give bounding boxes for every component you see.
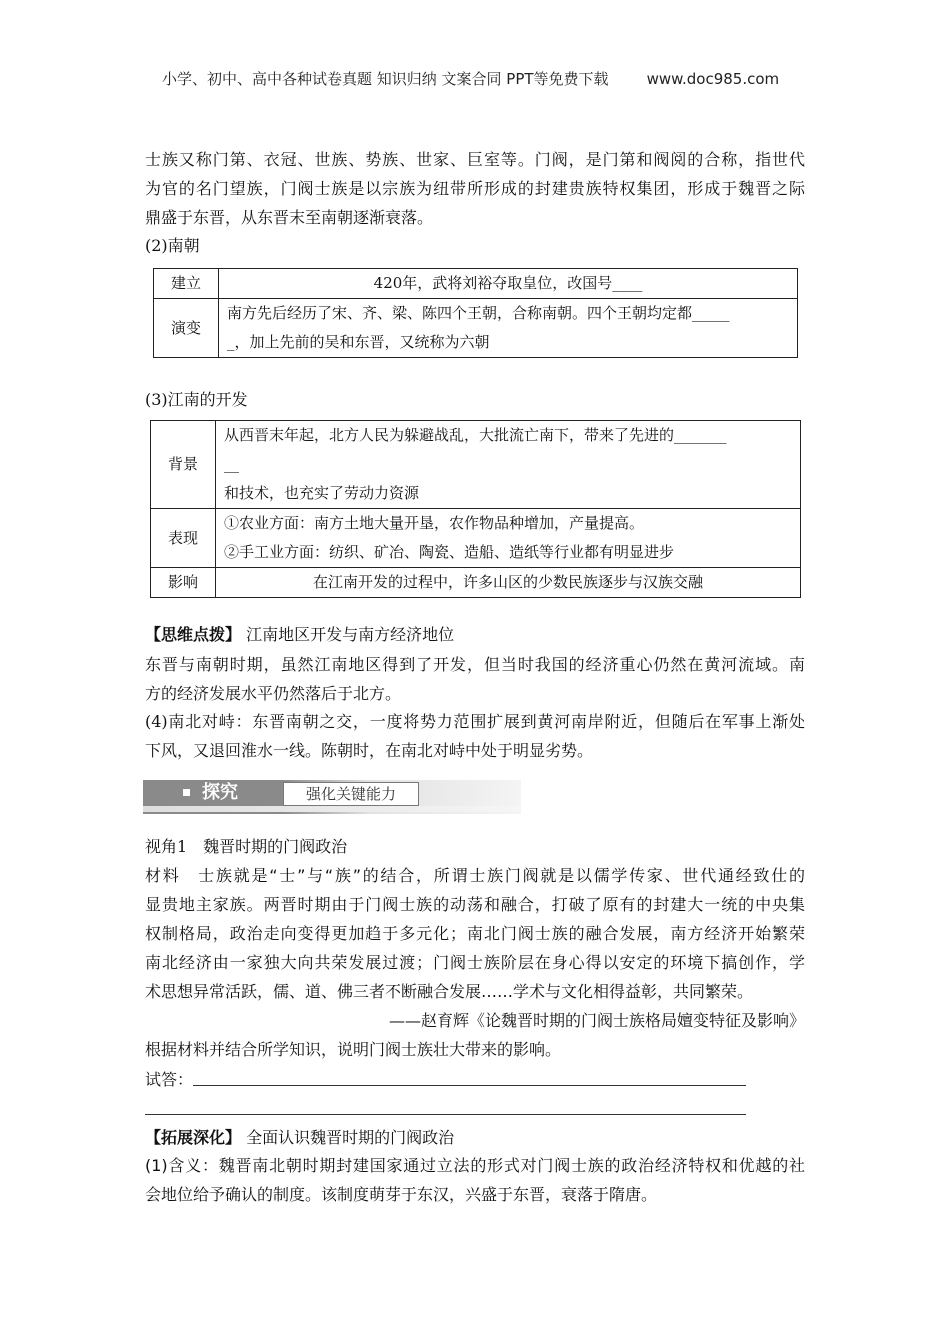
s4-line: 下风，又退回淮水一线。陈朝时，在南北对峙中处于明显劣势。 [145,741,594,760]
row-text: _，加上先前的吴和东晋，又统称为六朝 [227,333,490,351]
tip-label: 【思维点拨】 [145,625,242,644]
citation: ——赵育辉《论魏晋时期的门阀士族格局嬗变特征及影响》 [388,1011,805,1030]
section-banner [143,780,521,814]
material-line: 材料 士族就是“士”与“族”的结合，所谓士族门阀就是以儒学传家、世代通经致仕的 [145,866,805,885]
row-text: 420年，武将刘裕夺取皇位，改国号____ [219,269,798,299]
section-3-title: (3)江南的开发 [145,390,248,409]
material-line: 术思想异常活跃，儒、道、佛三者不断融合发展……学术与文化相得益彰，共同繁荣。 [145,982,754,1001]
southern-dynasties-table [153,268,798,358]
tip-heading [145,624,805,646]
row-head: 演变 [154,299,219,358]
tip-title: 江南地区开发与南方经济地位 [246,625,455,644]
para1-line: 为官的名门望族，门阀士族是以宗族为纽带所形成的封建贵族特权集团，形成于魏晋之际 [145,179,805,198]
view1-title: 视角1 魏晋时期的门阀政治 [145,837,348,856]
ext-label: 【拓展深化】 [145,1128,242,1147]
row-text: __ [224,455,239,473]
material-line: 显贵地主家族。两晋时期由于门阀士族的动荡和融合，打破了原有的封建大一统的中央集 [145,895,805,914]
banner-right: 强化关键能力 [283,782,419,806]
s4-line: (4)南北对峙：东晋南朝之交，一度将势力范围扩展到黄河南岸附近，但随后在军事上渐处 [145,712,805,731]
answer-line[interactable] [145,1114,746,1115]
row-text: 在江南开发的过程中，许多山区的少数民族逐步与汉族交融 [216,568,801,598]
tip-line: 东晋与南朝时期，虽然江南地区得到了开发，但当时我国的经济重心仍然在黄河流域。南 [145,655,805,674]
row-head: 影响 [151,568,216,598]
material-line: 权制格局，政治走向变得更加趋于多元化；南北门阀士族的融合发展，南方经济开始繁荣 [145,924,805,943]
row-head: 背景 [151,421,216,509]
answer-label: 试答： [145,1070,194,1089]
row-text: ②手工业方面：纺织、矿冶、陶瓷、造船、造纸等行业都有明显进步 [224,543,675,561]
row-head: 建立 [154,269,219,299]
ext-heading [145,1127,805,1149]
ext-line: (1)含义：魏晋南北朝时期封建国家通过立法的形式对门阀士族的政治经济特权和优越的社 [145,1156,805,1175]
row-text: 南方先后经历了宋、齐、梁、陈四个王朝，合称南朝。四个王朝均定都_____ [227,304,730,322]
question: 根据材料并结合所学知识，说明门阀士族壮大带来的影响。 [145,1040,562,1059]
header-text: 小学、初中、高中各种试卷真题 知识归纳 文案合同 PPT等免费下载 [162,70,609,88]
answer-line[interactable] [193,1085,746,1086]
tip-line: 方的经济发展水平仍然落后于北方。 [145,684,402,703]
row-text: ①农业方面：南方土地大量开垦，农作物品种增加，产量提高。 [224,514,645,532]
row-text: 从西晋末年起，北方人民为躲避战乱，大批流亡南下，带来了先进的_______ [224,426,727,444]
ext-title: 全面认识魏晋时期的门阀政治 [246,1128,455,1147]
section-2-title: (2)南朝 [145,236,200,255]
row-head: 表现 [151,509,216,568]
para1-line: 鼎盛于东晋，从东晋末至南朝逐渐衰落。 [145,208,434,227]
row-text: 和技术，也充实了劳动力资源 [224,484,420,502]
header-url: www.doc985.com [646,70,780,88]
page-header [162,68,779,89]
jiangnan-table [150,420,801,598]
ext-line: 会地位给予确认的制度。该制度萌芽于东汉，兴盛于东晋，衰落于隋唐。 [145,1185,658,1204]
material-line: 南北经济由一家独大向共荣发展过渡；门阀士族阶层在身心得以安定的环境下搞创作，学 [145,953,805,972]
banner-left: 探究 [202,782,238,803]
square-icon [183,789,190,796]
para1-line: 士族又称门第、衣冠、世族、势族、世家、巨室等。门阀，是门第和阀阅的合称，指世代 [145,150,805,169]
